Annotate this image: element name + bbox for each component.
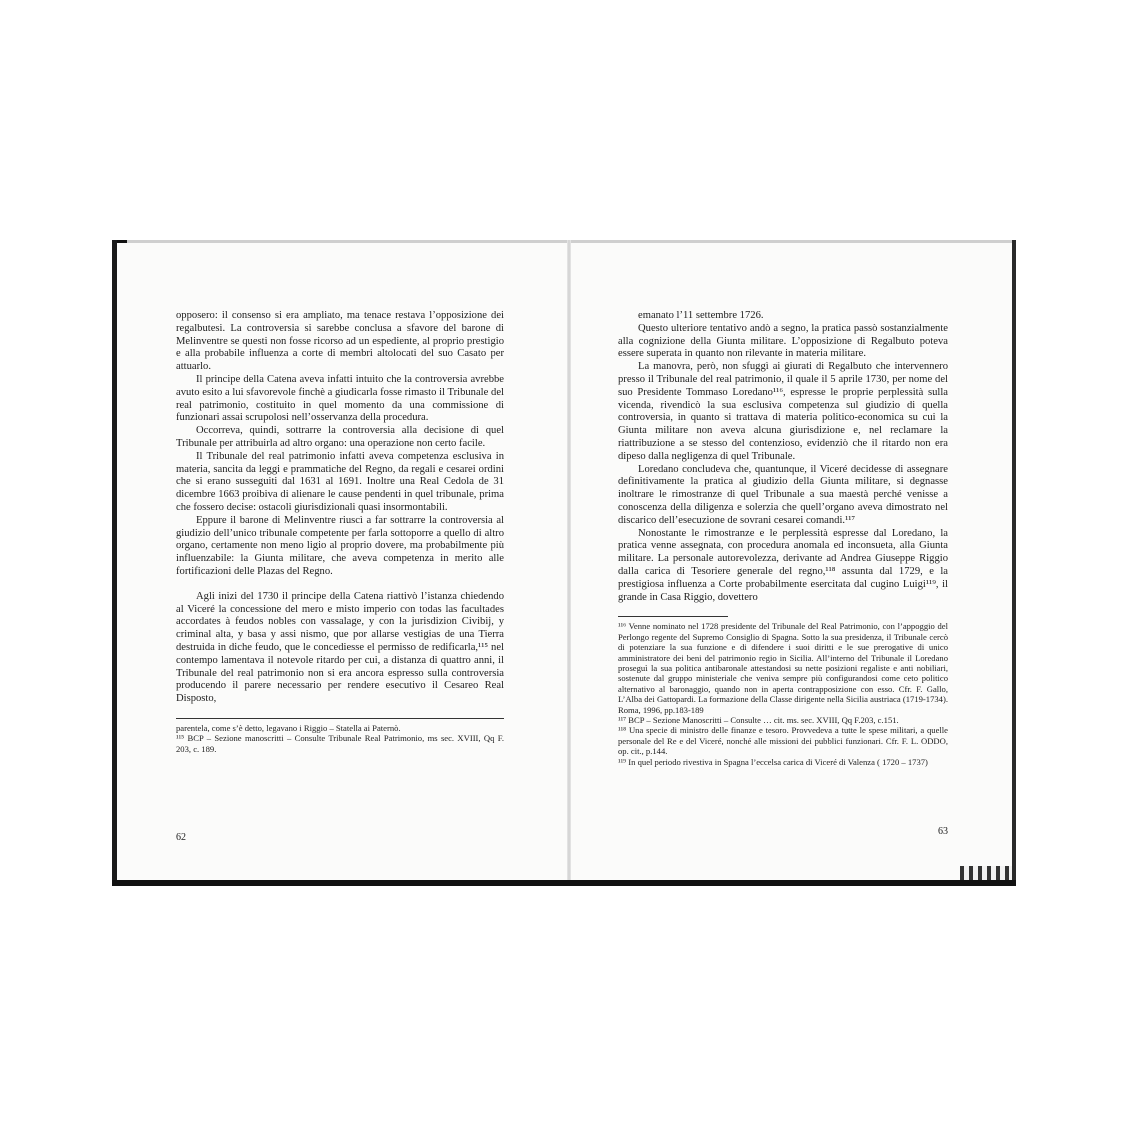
right-page-text [618, 310, 948, 767]
right-para-2: Questo ulteriore tentativo andò a segno, la pratica passò sostanzialmente alla cognizione della Giunta militare. L’opposizione di Regalbuto poteva essere superata in quanto non rilevante in materia militare. [618, 322, 948, 360]
right-para-3: La manovra, però, non sfuggì ai giurati di Regalbuto che intervennero presso il Tribunale del real patrimonio, il quale il 5 aprile 1730, per nome del suo Presidente Tommaso Loredano¹¹⁶, espresse le proprie perplessità sulla vicenda, rivendicò la sua esclusiva competenza sul giudizio di quella controversia, in quanto si trattava di materia politico-economica su cui la Giunta militare non aveva alcuna giurisdizione e, nel reclamare la riattribuzione a se stesso del contenzioso, evidenziò che il ritardo non era dipeso dalla negligenza di quel Tribunale. [618, 361, 948, 462]
left-para-5: Eppure il barone di Melinventre riuscì a far sottrarre la controversia al giudizio dell’unico tribunale competente per farla sottoporre a quello di altro organo, certamente non meno ligio al proprio dovere, ma probabilmente più influenzabile: la Giunta militare, che aveva competenza in merito alle fortificazioni delle Plazas del Regno. [176, 514, 504, 577]
left-footnote-2: ¹¹⁵ BCP – Sezione manoscritti – Consulte Tribunale Real Patrimonio, ms sec. XVIII, Qq F. 203, c. 189. [176, 733, 504, 754]
right-scan-edge [1012, 240, 1016, 886]
book-spread [112, 240, 1016, 886]
left-page-number: 62 [176, 832, 186, 843]
paragraph-gap [176, 579, 504, 591]
spread-top-edge [112, 240, 1016, 243]
left-scan-edge [112, 240, 117, 886]
left-para-6: Agli inizi del 1730 il principe della Catena riattivò l’istanza chiedendo al Viceré la concessione del mero e misto imperio con todas las facultades accordates à feudos nobles con vassalage, y con la jurisdizion Civibij, y criminal alta, y basa y assi nismo, que por allarse vestigias de una Tierra destruida in diche feudo, que le concediesse el permisso de redificarla,¹¹⁵ nel contempo lamentava il notevole ritardo per cui, a distanza di quattro anni, il Tribunale del real patrimonio non si era ancora espresso sulla controversia producendo il parere necessario per rendere esecutivo il Cesareo Real Disposto, [176, 590, 504, 705]
page-edge-stripes [960, 866, 1012, 880]
book-gutter [567, 240, 571, 880]
right-page-number: 63 [938, 826, 948, 837]
left-footnote-rule [176, 718, 504, 719]
left-para-4: Il Tribunale del real patrimonio infatti aveva competenza esclusiva in materia, sancita da leggi e prammatiche del Regno, da regali e cesarei ordini che si erano susseguiti dal 1631 al 1691. Inoltre una Real Cedola de 31 dicembre 1663 proibiva di alienare le cause pendenti in quel tribunale, prima che fossero decise: ostacoli giurisdizionali quasi insormontabili. [176, 450, 504, 513]
right-footnote-1: ¹¹⁶ Venne nominato nel 1728 presidente del Tribunale del Real Patrimonio, con l’appoggio del Perlongo regente del Supremo Consiglio di Spagna. Sotto la sua presidenza, il Tribunale cercò di potenziare la sua funzione e di difendere i suoi diritti e le sue prerogative di unico amministratore dei beni del patrimonio regio in Sicilia. All’interno del Tribunale il Loredano proseguì la sua politica antibaronale attestandosi su nette posizioni regaliste e anti nobiliari, sostenute dal gruppo ministeriale che veniva sempre più configurandosi come ceto politico alternativo al baronaggio, quando non in aperta contrapposizione con esso. Cfr. F. Gallo, L’Alba dei Gattopardi. La formazione della Classe dirigente nella Sicilia austriaca (1719-1734). Roma, 1996, pp.183-189 [618, 621, 948, 715]
left-para-3: Occorreva, quindi, sottrarre la controversia alla decisione di quel Tribunale per attribuirla ad altro organo: una operazione non certo facile. [176, 425, 504, 449]
right-footnote-rule [618, 616, 728, 617]
right-footnote-3: ¹¹⁸ Una specie di ministro delle finanze e tesoro. Provvedeva a tutte le spese militari, a quelle personale del Re e del Viceré, nonché alle missioni dei pubblici funzionari. Cfr. F. L. ODDO, op. cit., p.144. [618, 725, 948, 757]
left-para-1: opposero: il consenso si era ampliato, ma tenace restava l’opposizione dei regalbutesi. La controversia si sarebbe conclusa a sfavore del barone di Melinventre se questi non fosse ricorso ad un espediente, al proprio prestigio e alla probabile influenza a corte di membri altolocati del suo Casato per attuarlo. [176, 310, 504, 373]
left-para-2: Il principe della Catena aveva infatti intuito che la controversia avrebbe avuto esito a lui sfavorevole finchè a giudicarla fosse rimasto il Tribunale del real patrimonio, costituito in quel momento da una commissione di funzionari assai scrupolosi nell’osservanza della procedura. [176, 373, 504, 424]
spread-bottom-edge [112, 880, 1016, 886]
left-page-text [176, 310, 504, 754]
right-para-4: Loredano concludeva che, quantunque, il Viceré decidesse di assegnare definitivamente la pratica al giudizio della Giunta militare, si degnasse inoltrare le rimostranze di quel Tribunale a sua maestà perché venisse a conoscenza della diligenza e solerzia che quell’organo aveva dimostrato nel discarico dell’esecuzione de sovrani cesarei comandi.¹¹⁷ [618, 463, 948, 526]
right-para-5: Nonostante le rimostranze e le perplessità espresse dal Loredano, la pratica venne assegnata, con procedura anomala ed inconsueta, alla Giunta militare. La personale autorevolezza, derivante ad Andrea Giuseppe Riggio dalla carica di Tesoriere generale del regno,¹¹⁸ assunta dal 1729, e la prestigiosa influenza a Corte probabilmente esercitata dal cugino Luigi¹¹⁹, il grande in Casa Riggio, dovettero [618, 527, 948, 603]
right-footnote-2: ¹¹⁷ BCP – Sezione Manoscritti – Consulte … cit. ms. sec. XVIII, Qq F.203, c.151. [618, 714, 899, 725]
right-footnote-4: ¹¹⁹ In quel periodo rivestiva in Spagna l’eccelsa carica di Viceré di Valenza ( 1720 – 1737) [618, 756, 928, 767]
right-para-1: emanato l’11 settembre 1726. [638, 310, 764, 321]
left-footnote-1: parentela, come s’è detto, legavano i Riggio – Statella ai Paternò. [176, 722, 401, 733]
